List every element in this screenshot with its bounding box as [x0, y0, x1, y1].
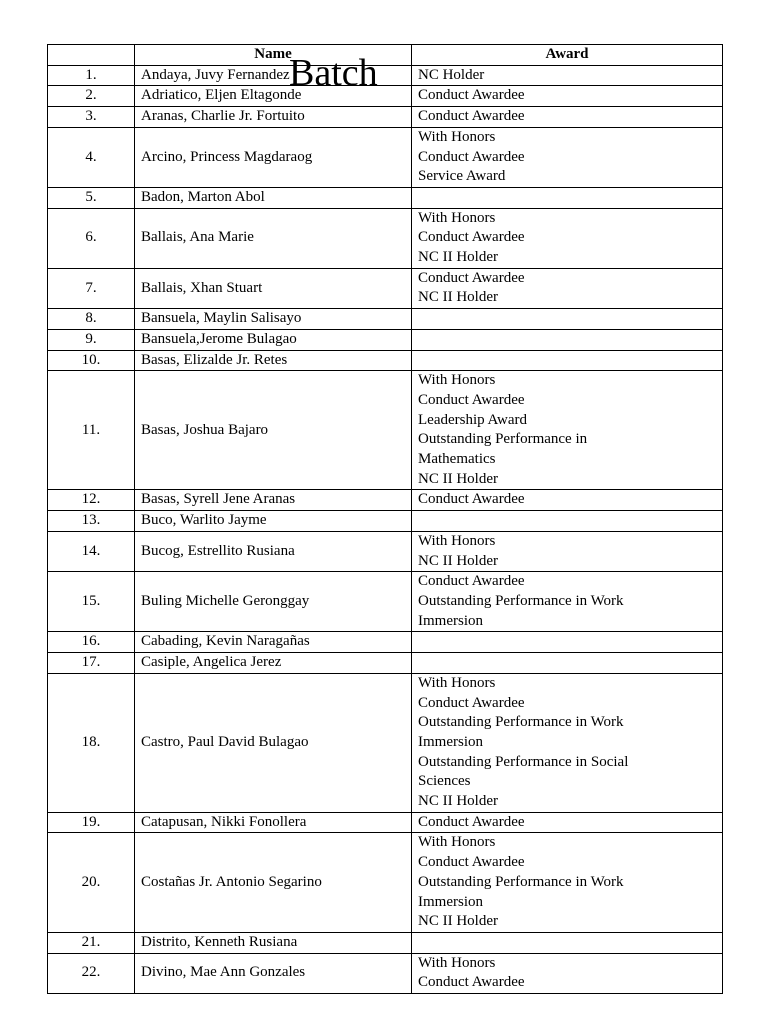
award-cell	[412, 127, 723, 187]
award-item: With Honors	[418, 128, 496, 145]
student-name: Arcino, Princess Magdaraog	[135, 127, 412, 187]
award-item: Conduct Awardee	[418, 148, 525, 165]
row-number: 5.	[48, 187, 135, 208]
student-name: Divino, Mae Ann Gonzales	[135, 953, 412, 993]
row-number: 11.	[48, 371, 135, 490]
award-item: Leadership Award	[418, 411, 527, 428]
row-number: 4.	[48, 127, 135, 187]
award-cell	[412, 572, 723, 632]
table-row	[48, 531, 723, 571]
award-cell	[412, 329, 723, 350]
student-name: Castro, Paul David Bulagao	[135, 673, 412, 812]
name-column-header: Name	[135, 45, 412, 66]
award-item: With Honors	[418, 834, 496, 851]
award-cell	[412, 932, 723, 953]
table-row	[48, 653, 723, 674]
award-cell	[412, 632, 723, 653]
student-name: Bucog, Estrellito Rusiana	[135, 531, 412, 571]
award-item: With Honors	[418, 532, 496, 549]
award-item: With Honors	[418, 954, 496, 971]
table-row	[48, 953, 723, 993]
row-number: 19.	[48, 812, 135, 833]
award-item: With Honors	[418, 209, 496, 226]
student-name: Casiple, Angelica Jerez	[135, 653, 412, 674]
award-item: Immersion	[418, 612, 483, 629]
award-item: Conduct Awardee	[418, 854, 525, 871]
student-name: Cabading, Kevin Naragañas	[135, 632, 412, 653]
student-name: Catapusan, Nikki Fonollera	[135, 812, 412, 833]
row-number: 14.	[48, 531, 135, 571]
award-item: Outstanding Performance in Work	[418, 592, 624, 609]
table-row	[48, 932, 723, 953]
row-number: 16.	[48, 632, 135, 653]
student-name: Bansuela, Maylin Salisayo	[135, 309, 412, 330]
award-cell	[412, 107, 723, 128]
award-cell	[412, 187, 723, 208]
row-number: 15.	[48, 572, 135, 632]
row-number: 22.	[48, 953, 135, 993]
award-item: Mathematics	[418, 451, 496, 468]
table-row	[48, 812, 723, 833]
table-row	[48, 490, 723, 511]
table-row	[48, 86, 723, 107]
award-cell	[412, 511, 723, 532]
table-row	[48, 309, 723, 330]
row-number: 18.	[48, 673, 135, 812]
award-item: Service Award	[418, 168, 506, 185]
award-item: Conduct Awardee	[418, 974, 525, 991]
row-number: 9.	[48, 329, 135, 350]
award-item: Conduct Awardee	[418, 694, 525, 711]
table-row	[48, 673, 723, 812]
award-item: Conduct Awardee	[418, 813, 525, 830]
award-cell	[412, 812, 723, 833]
award-cell	[412, 309, 723, 330]
award-item: Conduct Awardee	[418, 491, 525, 508]
award-item: Conduct Awardee	[418, 573, 525, 590]
table-row	[48, 632, 723, 653]
student-name: Basas, Elizalde Jr. Retes	[135, 350, 412, 371]
award-item: NC II Holder	[418, 249, 498, 266]
award-cell	[412, 531, 723, 571]
award-cell	[412, 65, 723, 86]
row-number: 17.	[48, 653, 135, 674]
award-cell	[412, 833, 723, 933]
award-item: NC Holder	[418, 66, 485, 83]
student-name: Ballais, Ana Marie	[135, 208, 412, 268]
award-item: Conduct Awardee	[418, 229, 525, 246]
award-item: Immersion	[418, 733, 483, 750]
award-item: Conduct Awardee	[418, 269, 525, 286]
award-cell	[412, 86, 723, 107]
awards-table	[47, 44, 723, 994]
row-number: 3.	[48, 107, 135, 128]
award-item: With Honors	[418, 372, 496, 389]
award-cell	[412, 371, 723, 490]
student-name: Adriatico, Eljen Eltagonde	[135, 86, 412, 107]
award-cell	[412, 350, 723, 371]
row-number: 20.	[48, 833, 135, 933]
award-cell	[412, 953, 723, 993]
row-number: 6.	[48, 208, 135, 268]
award-column-header: Award	[412, 45, 723, 66]
award-item: Immersion	[418, 893, 483, 910]
table-row	[48, 127, 723, 187]
award-item: NC II Holder	[418, 552, 498, 569]
batch-heading: Batch	[289, 52, 378, 94]
award-item: NC II Holder	[418, 470, 498, 487]
award-item: With Honors	[418, 674, 496, 691]
award-item: NC II Holder	[418, 913, 498, 930]
row-number: 13.	[48, 511, 135, 532]
row-number: 12.	[48, 490, 135, 511]
row-number: 7.	[48, 268, 135, 308]
student-name: Basas, Joshua Bajaro	[135, 371, 412, 490]
award-cell	[412, 208, 723, 268]
award-item: Conduct Awardee	[418, 87, 525, 104]
table-row	[48, 371, 723, 490]
table-row	[48, 511, 723, 532]
award-cell	[412, 490, 723, 511]
student-name: Buling Michelle Geronggay	[135, 572, 412, 632]
award-item: Outstanding Performance in Work	[418, 714, 624, 731]
award-item: Outstanding Performance in	[418, 431, 588, 448]
award-cell	[412, 673, 723, 812]
award-item: Outstanding Performance in Work	[418, 873, 624, 890]
student-name: Distrito, Kenneth Rusiana	[135, 932, 412, 953]
table-row	[48, 572, 723, 632]
student-name: Aranas, Charlie Jr. Fortuito	[135, 107, 412, 128]
student-name: Basas, Syrell Jene Aranas	[135, 490, 412, 511]
table-row	[48, 329, 723, 350]
table-row	[48, 208, 723, 268]
table-header-row	[48, 45, 723, 66]
row-number: 10.	[48, 350, 135, 371]
table-row	[48, 350, 723, 371]
student-name: Bansuela,Jerome Bulagao	[135, 329, 412, 350]
table-row	[48, 65, 723, 86]
student-name: Ballais, Xhan Stuart	[135, 268, 412, 308]
table-row	[48, 187, 723, 208]
table-row	[48, 107, 723, 128]
student-name: Buco, Warlito Jayme	[135, 511, 412, 532]
row-number: 1.	[48, 65, 135, 86]
student-name: Andaya, Juvy Fernandez	[135, 65, 412, 86]
table-row	[48, 268, 723, 308]
award-cell	[412, 653, 723, 674]
award-item: Conduct Awardee	[418, 108, 525, 125]
row-number: 8.	[48, 309, 135, 330]
student-name: Costañas Jr. Antonio Segarino	[135, 833, 412, 933]
award-item: Conduct Awardee	[418, 391, 525, 408]
award-item: NC II Holder	[418, 289, 498, 306]
number-column-header	[48, 45, 135, 66]
award-cell	[412, 268, 723, 308]
student-name: Badon, Marton Abol	[135, 187, 412, 208]
table-row	[48, 833, 723, 933]
row-number: 21.	[48, 932, 135, 953]
table-body	[48, 65, 723, 993]
award-item: Sciences	[418, 773, 471, 790]
row-number: 2.	[48, 86, 135, 107]
award-item: NC II Holder	[418, 793, 498, 810]
award-item: Outstanding Performance in Social	[418, 753, 629, 770]
